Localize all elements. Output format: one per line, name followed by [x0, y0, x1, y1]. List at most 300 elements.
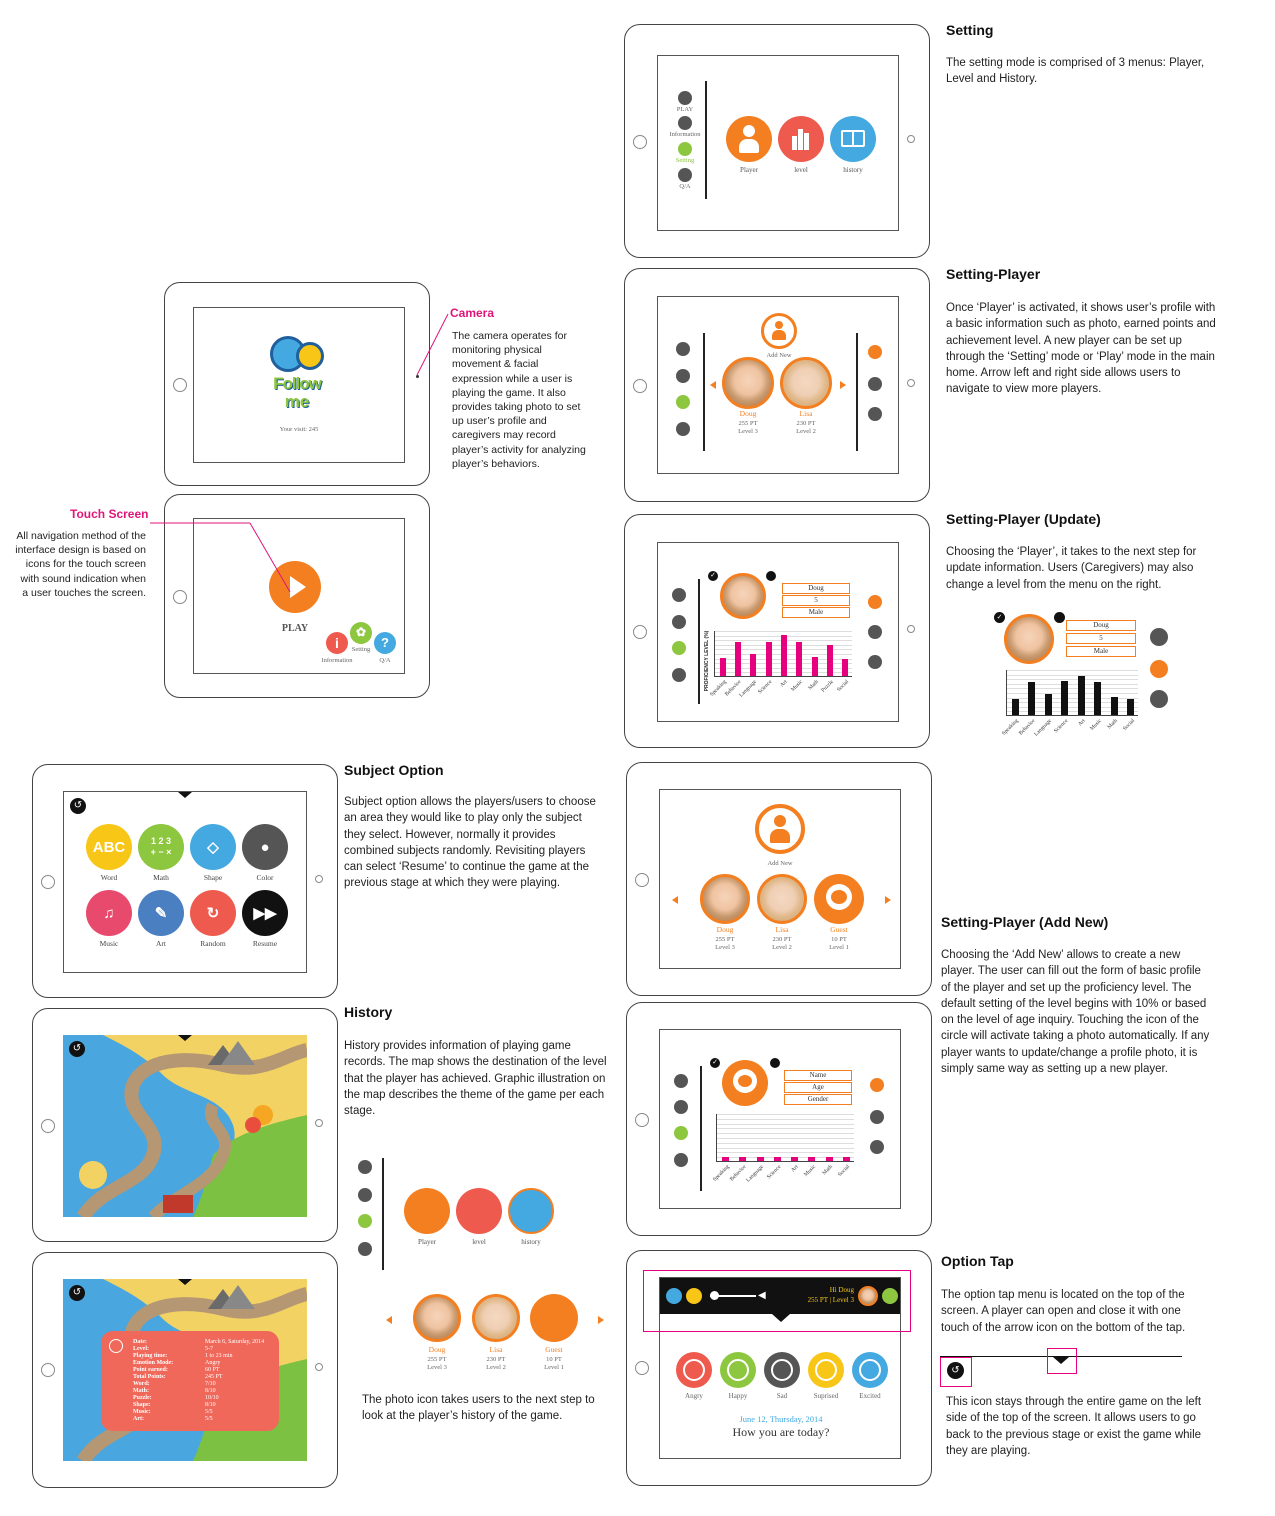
camera-icon[interactable]: [1054, 612, 1065, 623]
qa-icon[interactable]: [672, 668, 686, 682]
record-key: Date:: [133, 1339, 147, 1345]
update-title: Setting-Player (Update): [946, 511, 1101, 527]
player-photo-doug[interactable]: [700, 874, 750, 924]
play-icon[interactable]: [358, 1160, 372, 1174]
nav-divider: [703, 333, 705, 451]
chart-category-label: Math: [821, 1164, 835, 1177]
camera-desc: The camera operates for monitoring physical movement & facial expression while a user is playing the game. It also provides taking photo to set up user’s profile and caregivers may record player’s activity for analyzing player’s behaviors.: [452, 330, 586, 470]
next-arrow[interactable]: [840, 381, 846, 389]
camera-icon[interactable]: [766, 571, 776, 581]
chart-bar: [1028, 682, 1035, 715]
chart-bar: [766, 642, 772, 677]
emotion-label: Sad: [776, 1392, 788, 1400]
prev-arrow[interactable]: [710, 381, 716, 389]
name-field[interactable]: Doug: [1066, 620, 1136, 631]
addnew-form-ipad: [626, 1002, 932, 1236]
subject-word-button[interactable]: [86, 824, 132, 870]
emotion-face-icon: [727, 1359, 749, 1381]
chart-bar: [1061, 681, 1068, 716]
home-button[interactable]: [633, 135, 647, 149]
chart-category-label: Speaking: [708, 679, 728, 698]
level-icon[interactable]: [870, 1110, 884, 1124]
player-icon[interactable]: [1150, 628, 1168, 646]
player-level: Level 1: [544, 1364, 564, 1371]
chart-category-label: Behavior: [1018, 718, 1037, 737]
icon-label: Information: [321, 657, 353, 664]
chart-bar: [843, 1157, 850, 1161]
player-points: 10 PT: [546, 1356, 562, 1363]
chart-bar: [826, 1157, 833, 1161]
player-icon[interactable]: [868, 595, 882, 609]
setting-icon[interactable]: [674, 1126, 688, 1140]
chart-bar: [722, 1157, 729, 1161]
name-field[interactable]: Name: [784, 1070, 852, 1081]
history-icon[interactable]: [870, 1140, 884, 1154]
setting-title: Setting: [946, 22, 994, 38]
record-value: 5/5: [205, 1416, 213, 1422]
record-value: 8/10: [205, 1402, 216, 1408]
player-level: Level 3: [427, 1364, 447, 1371]
chart-bar: [1012, 699, 1019, 715]
level-icon[interactable]: [868, 625, 882, 639]
chart-category-label: Art: [790, 1164, 800, 1174]
back-icon[interactable]: ↺: [69, 1285, 85, 1301]
grid-line: [717, 1128, 854, 1129]
back-icon[interactable]: ↺: [69, 1041, 85, 1057]
record-key: Math:: [133, 1388, 149, 1394]
history-icon[interactable]: [508, 1188, 554, 1234]
emotion-label: Excited: [859, 1392, 881, 1400]
record-value: 7/10: [205, 1381, 216, 1387]
subject-title: Subject Option: [344, 762, 444, 778]
y-axis-label: PROFICIENCY LEVEL (%): [704, 630, 710, 692]
chart-bar: [720, 658, 726, 676]
chart-bar: [750, 654, 756, 676]
emotion-sad-button[interactable]: [764, 1352, 800, 1388]
record-keys: [133, 1339, 193, 1423]
chart-category-label: Science: [757, 679, 774, 696]
play-icon[interactable]: [672, 588, 686, 602]
history-nav: [356, 1158, 396, 1270]
record-key: Art:: [133, 1416, 144, 1422]
back-icon[interactable]: ↺: [947, 1362, 964, 1379]
addnew-players-ipad: [626, 762, 932, 996]
chart-category-label: Behavior: [729, 1164, 748, 1183]
right-divider: [856, 333, 858, 451]
nav-label: Information: [669, 131, 701, 138]
grid-line: [717, 1138, 854, 1139]
touch-callout-line: [150, 520, 300, 600]
player-name: Guest: [830, 925, 848, 934]
camera-ipad: [164, 282, 430, 486]
record-key: Total Points:: [133, 1374, 166, 1380]
play-icon[interactable]: [674, 1074, 688, 1088]
chart-category-label: Social: [836, 679, 851, 693]
player-status: 255 PT | Level 3: [807, 1296, 854, 1304]
chart-category-label: Music: [802, 1164, 817, 1178]
chart-plot-area: [1006, 670, 1138, 716]
subject-label: Art: [156, 939, 166, 948]
player-name: Lisa: [799, 409, 813, 418]
option-tap-desc: The option tap menu is located on the top of the screen. A player can open and close it with one touch of the arrow icon on the bottom of the tap.: [941, 1289, 1186, 1334]
gender-field[interactable]: Gender: [784, 1094, 852, 1105]
grid-line: [717, 1143, 854, 1144]
chart-bar: [791, 1157, 798, 1161]
touch-desc: All navigation method of the interface design is based on icons for the touch screen with sound indication when a user touches the screen.: [15, 530, 146, 599]
proficiency-chart-detail: [1001, 670, 1138, 738]
chart-bar: [1111, 697, 1118, 715]
history-icon[interactable]: [830, 116, 876, 162]
play-icon[interactable]: [678, 91, 692, 105]
tap-arrow-icon[interactable]: [1053, 1357, 1069, 1364]
chart-category-label: Math: [806, 679, 820, 692]
subject-math-button[interactable]: [138, 824, 184, 870]
player-name: Doug: [739, 409, 757, 418]
chart-bar: [842, 659, 848, 676]
camera-icon[interactable]: [770, 1058, 780, 1068]
level-icon[interactable]: [778, 116, 824, 162]
back-icon[interactable]: ↺: [70, 798, 86, 814]
update-detail: [990, 610, 1180, 758]
chart-bar: [808, 1157, 815, 1161]
history-photo-note: The photo icon takes users to the next step to look at the player’s history of the game.: [362, 1394, 595, 1423]
setting-icon[interactable]: ✿: [350, 622, 372, 644]
player-level: Level 3: [715, 944, 735, 951]
camera-dot: [315, 1363, 323, 1371]
speaker-icon[interactable]: ◀: [758, 1290, 766, 1301]
subject-label: Resume: [252, 939, 278, 948]
setting-icon[interactable]: [678, 142, 692, 156]
home-button[interactable]: [633, 625, 647, 639]
player-points: 255 PT: [715, 936, 735, 943]
emotion-angry-button[interactable]: [676, 1352, 712, 1388]
camera-dot: [907, 379, 915, 387]
record-value: 10/10: [205, 1395, 219, 1401]
history-record-ipad: [32, 1252, 338, 1488]
emotion-excited-button[interactable]: [852, 1352, 888, 1388]
record-key: Emotion Mode:: [133, 1360, 174, 1366]
player-icon[interactable]: [726, 116, 772, 162]
update-ipad: [624, 514, 930, 748]
subject-label: Word: [100, 873, 118, 882]
chart-category-label: Science: [766, 1164, 783, 1181]
chart-bar: [757, 1157, 764, 1161]
chart-category-label: Art: [1076, 718, 1087, 728]
chart-bar: [774, 1157, 781, 1161]
subject-color-button[interactable]: [242, 824, 288, 870]
add-new-label: Add New: [766, 352, 792, 359]
history-icon[interactable]: [868, 407, 882, 421]
add-new-label: Add New: [767, 860, 793, 867]
player-icon[interactable]: [870, 1078, 884, 1092]
chart-category-label: Speaking: [1001, 718, 1021, 737]
camera-dot: [907, 135, 915, 143]
chart-bar: [1094, 682, 1101, 715]
information-icon[interactable]: [358, 1188, 372, 1202]
player-name: Lisa: [489, 1345, 503, 1354]
player-photo-lisa[interactable]: [780, 357, 832, 409]
history-desc: History provides information of playing game records. The map shows the destination of the level that the player has achieved. Graphic illustration on the map describes the theme of the game per each stage.: [344, 1040, 607, 1118]
grid-line: [717, 1152, 854, 1153]
player-photo-doug[interactable]: [722, 357, 774, 409]
emotion-label: Suprised: [813, 1392, 839, 1400]
qa-icon[interactable]: [676, 422, 690, 436]
grid-line: [1007, 702, 1138, 703]
qa-icon[interactable]: [674, 1153, 688, 1167]
player-photo-guest[interactable]: [530, 1294, 578, 1342]
setting-icon[interactable]: [672, 641, 686, 655]
record-value: 8/10: [205, 1388, 216, 1394]
chart-category-label: Language: [745, 1164, 766, 1184]
chart-category-label: Social: [837, 1164, 852, 1178]
player-points: 255 PT: [738, 420, 758, 427]
grid-line: [717, 1133, 854, 1134]
subject-music-button[interactable]: [86, 890, 132, 936]
record-key: Playing time:: [133, 1353, 168, 1359]
name-field[interactable]: Doug: [782, 583, 850, 594]
information-icon[interactable]: i: [326, 632, 348, 654]
addnew-title: Setting-Player (Add New): [941, 914, 1109, 930]
history-title: History: [344, 1004, 393, 1020]
touch-title: Touch Screen: [70, 507, 149, 521]
greeting: Hi Doug: [829, 1286, 854, 1294]
player-name: Doug: [716, 925, 734, 934]
subject-art-button[interactable]: [138, 890, 184, 936]
home-button[interactable]: [41, 875, 55, 889]
question-text: How you are today?: [732, 1425, 830, 1439]
home-button[interactable]: [173, 378, 187, 392]
chart-category-label: Behavior: [724, 679, 743, 698]
emotion-suprised-button[interactable]: [808, 1352, 844, 1388]
subject-glyph: ♫: [103, 904, 115, 922]
setting-icon[interactable]: [676, 395, 690, 409]
nav-divider: [382, 1158, 384, 1270]
profile-photo[interactable]: [720, 573, 766, 619]
home-button[interactable]: [41, 1363, 55, 1377]
visit-count: Your visit: 245: [279, 426, 319, 433]
subject-label: Color: [256, 873, 274, 882]
grid-line: [717, 1148, 854, 1149]
emotion-happy-button[interactable]: [720, 1352, 756, 1388]
prev-arrow[interactable]: [386, 1316, 392, 1324]
record-key: Music:: [133, 1409, 151, 1415]
age-field[interactable]: Age: [784, 1082, 852, 1093]
grid-line: [717, 1124, 854, 1125]
record-value: 60 PT: [205, 1367, 220, 1373]
logo-text-follow: Follow: [273, 374, 321, 393]
chart-category-label: Speaking: [711, 1164, 731, 1183]
home-button[interactable]: [41, 1119, 55, 1133]
player-icon[interactable]: [868, 345, 882, 359]
chart-category-label: Puzzle: [820, 679, 835, 694]
chart-plot-area: [716, 1114, 854, 1162]
chart-bar: [735, 642, 741, 677]
icon-label: Q/A: [379, 657, 391, 664]
chart-bar: [1078, 676, 1085, 715]
menu-label: level: [472, 1238, 486, 1246]
grid-line: [717, 1114, 854, 1115]
emotion-face-icon: [859, 1359, 881, 1381]
subject-label: Music: [99, 939, 119, 948]
icon-label: Setting: [351, 646, 371, 653]
player-photo-lisa[interactable]: [757, 874, 807, 924]
next-arrow[interactable]: [598, 1316, 604, 1324]
subject-label: Math: [153, 873, 169, 882]
nav-label: Setting: [675, 157, 695, 164]
tap-arrow-icon[interactable]: [178, 792, 192, 798]
subject-glyph: ◇: [207, 838, 219, 856]
new-player-photo[interactable]: [722, 1060, 768, 1106]
gender-field[interactable]: Male: [782, 607, 850, 618]
update-desc: Choosing the ‘Player’, it takes to the next step for update information. Users (Caregivers) may also change a level from the menu on the right.: [946, 546, 1197, 591]
chart-category-label: Language: [1033, 718, 1054, 738]
record-key: Point earned:: [133, 1367, 168, 1373]
level-icon[interactable]: [1150, 660, 1168, 678]
player-points: 230 PT: [486, 1356, 506, 1363]
record-value: March 6, Saturday, 2014: [205, 1339, 265, 1345]
setting-icon[interactable]: [358, 1214, 372, 1228]
record-key: Word:: [133, 1381, 150, 1387]
play-label: PLAY: [281, 623, 309, 634]
information-icon[interactable]: [678, 116, 692, 130]
chart-category-label: Music: [790, 679, 805, 693]
next-arrow[interactable]: [885, 896, 891, 904]
record-value: 5-7: [205, 1346, 213, 1352]
level-icon[interactable]: [456, 1188, 502, 1234]
setting-player-ipad: [624, 268, 930, 502]
record-value: 245 PT: [205, 1374, 223, 1380]
age-field[interactable]: 5: [1066, 633, 1136, 644]
grid-line: [1007, 711, 1138, 712]
emotion-label: Happy: [728, 1392, 748, 1400]
subject-shape-button[interactable]: [190, 824, 236, 870]
information-icon[interactable]: [676, 369, 690, 383]
player-photo-guest[interactable]: [814, 874, 864, 924]
setting-desc: The setting mode is comprised of 3 menus: Player, Level and History.: [946, 57, 1205, 86]
player-photo-doug[interactable]: [413, 1294, 461, 1342]
grid-line: [1007, 688, 1138, 689]
tap-arrow-icon[interactable]: [178, 1035, 192, 1041]
history-map: [63, 1279, 307, 1461]
camera-dot: [315, 875, 323, 883]
player-icon[interactable]: [404, 1188, 450, 1234]
player-level: Level 2: [796, 428, 816, 435]
age-field[interactable]: 5: [782, 595, 850, 606]
camera-callout-line: [410, 310, 450, 380]
grid-line: [717, 1157, 854, 1158]
record-value: Angry: [205, 1360, 221, 1366]
record-key: Puzzle:: [133, 1395, 152, 1401]
chart-plot-area: [714, 631, 852, 677]
proficiency-chart: [711, 1114, 854, 1184]
chart-category-label: Language: [738, 679, 759, 699]
player-photo-lisa[interactable]: [472, 1294, 520, 1342]
player-points: 255 PT: [427, 1356, 447, 1363]
profile-photo[interactable]: [1004, 614, 1054, 664]
subject-screen: [63, 791, 307, 973]
grid-line: [1007, 707, 1138, 708]
qa-icon[interactable]: ?: [374, 632, 396, 654]
history-map: [63, 1035, 307, 1217]
grid-line: [717, 1119, 854, 1120]
camera-title: Camera: [450, 306, 495, 320]
map-illustration: [63, 1035, 307, 1217]
add-new-button[interactable]: [755, 804, 805, 854]
nav-divider: [698, 579, 700, 704]
subject-desc: Subject option allows the players/users to choose an area they would like to play only the subject they select. However, normally it provides combined subjects randomly. Revisiting players can select ‘Resume’ to continue the game at the previous stage at which they were playing.: [344, 796, 596, 890]
setting-player-screen: [657, 296, 899, 474]
grid-line: [1007, 684, 1138, 685]
information-icon[interactable]: [672, 615, 686, 629]
subject-glyph: ↻: [206, 904, 220, 922]
subject-resume-button[interactable]: [242, 890, 288, 936]
player-points: 230 PT: [796, 420, 816, 427]
information-icon[interactable]: [674, 1100, 688, 1114]
play-icon[interactable]: [676, 342, 690, 356]
home-button[interactable]: [633, 379, 647, 393]
grid-line: [715, 631, 852, 632]
grid-line: [1007, 670, 1138, 671]
record-values: [205, 1339, 277, 1423]
home-button[interactable]: [635, 1361, 649, 1375]
gender-field[interactable]: Male: [1066, 646, 1136, 657]
history-icon[interactable]: [868, 655, 882, 669]
subject-random-button[interactable]: [190, 890, 236, 936]
check-icon[interactable]: ✓: [708, 571, 718, 581]
emotion-label: Angry: [685, 1392, 703, 1400]
addnew-players-screen: [659, 789, 901, 969]
qa-icon[interactable]: [358, 1242, 372, 1256]
record-value: 5/5: [205, 1409, 213, 1415]
emotion-face-icon: [771, 1359, 793, 1381]
subject-label: Random: [200, 939, 226, 948]
logo-bubble-yellow: [296, 342, 324, 370]
subject-glyph: ▶▶: [253, 904, 277, 922]
emotion-face-icon: [683, 1359, 705, 1381]
level-icon[interactable]: [868, 377, 882, 391]
record-key: Shape:: [133, 1402, 151, 1408]
history-icon[interactable]: [1150, 690, 1168, 708]
check-icon[interactable]: ✓: [994, 612, 1005, 623]
record-key: Level:: [133, 1346, 149, 1352]
menu-label: history: [843, 166, 863, 174]
check-icon[interactable]: ✓: [710, 1058, 720, 1068]
player-points: 10 PT: [831, 936, 847, 943]
subject-label: Shape: [203, 873, 223, 882]
emotion-face-icon: [815, 1359, 837, 1381]
history-record-card: [101, 1331, 279, 1431]
chart-category-label: Art: [779, 679, 789, 689]
chart-category-label: Science: [1053, 718, 1070, 735]
chart-bar: [1045, 694, 1052, 715]
nav-label: PLAY: [676, 106, 694, 113]
home-button[interactable]: [635, 1113, 649, 1127]
tap-arrow-icon[interactable]: [178, 1279, 192, 1285]
nav-label: Q/A: [679, 183, 691, 190]
subject-ipad: [32, 764, 338, 998]
record-value: 1 to 23 min: [205, 1353, 233, 1359]
add-new-button[interactable]: [761, 313, 797, 349]
history-map-ipad: [32, 1008, 338, 1242]
qa-icon[interactable]: [678, 168, 692, 182]
prev-arrow[interactable]: [672, 896, 678, 904]
grid-line: [1007, 675, 1138, 676]
home-button[interactable]: [635, 873, 649, 887]
menu-label: Player: [418, 1238, 436, 1246]
chart-category-label: Math: [1106, 718, 1120, 731]
back-icon-note: This icon stays through the entire game on the left side of the top of the screen. It allows users to go back to the previous stage or exist the game while they are playing.: [946, 1396, 1202, 1457]
subject-glyph: ABC: [92, 838, 126, 856]
